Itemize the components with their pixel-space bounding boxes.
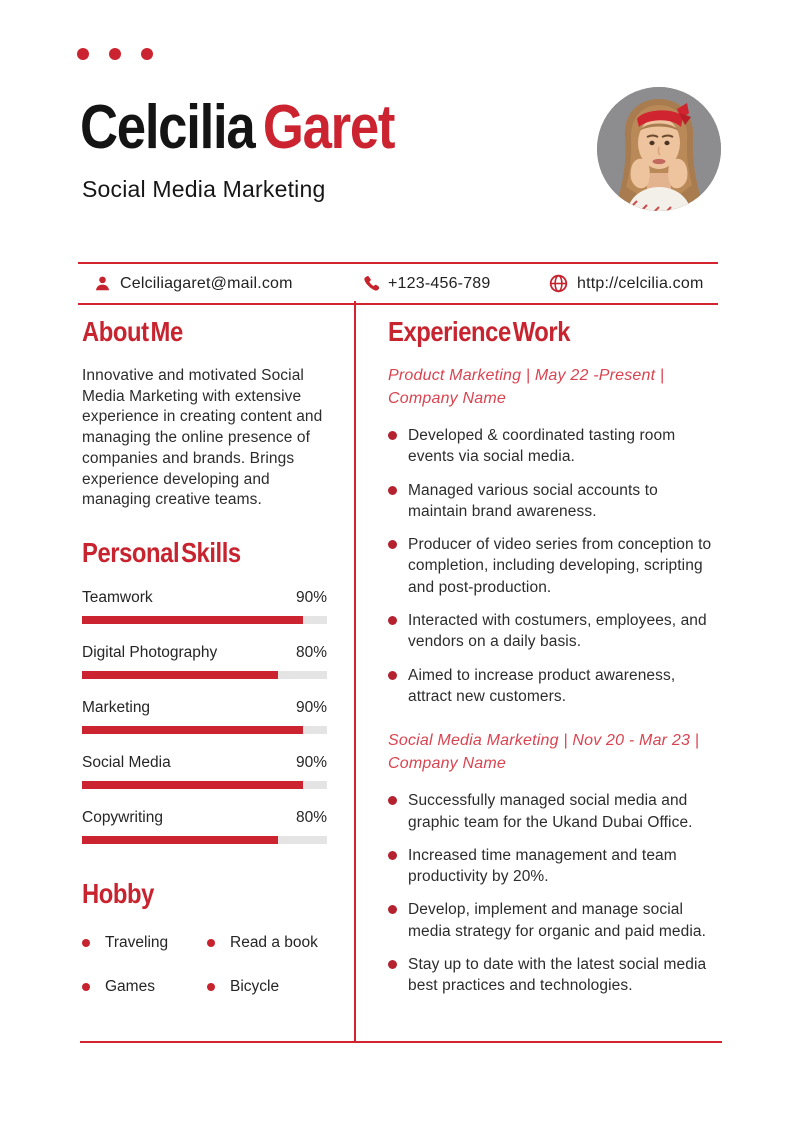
bullet-text: Producer of video series from conception to completion, including developing, scripting and post-production.	[408, 536, 712, 596]
skill-percent: 80%	[295, 643, 327, 661]
hobby-item	[207, 934, 327, 952]
column-divider	[354, 301, 356, 1042]
job-meta-2: Social Media Marketing | Nov 20 - Mar 23 | Company Name	[388, 732, 700, 773]
bullet-text: Successfully managed social media and graphic team for the Ukand Dubai Office.	[408, 792, 693, 831]
skill-percent: 90%	[295, 588, 327, 606]
skill-row	[82, 644, 327, 662]
bullet-text: Aimed to increase product awareness, attract new customers.	[408, 666, 676, 705]
skill-row	[82, 699, 327, 717]
website-value: http://celcilia.com	[577, 274, 704, 292]
skill-item	[82, 809, 327, 844]
skill-label: Teamwork	[82, 588, 153, 606]
skill-bar-fill	[82, 781, 303, 789]
decor-dot	[109, 48, 121, 60]
bullet-text: Developed & coordinated tasting room events via social media.	[408, 427, 676, 466]
job-bullets-1	[388, 425, 720, 707]
bullet-text: Stay up to date with the latest social media best practices and technologies.	[408, 956, 707, 995]
skills-list	[82, 589, 327, 844]
bullet-text: Managed various social accounts to maintain brand awareness.	[408, 481, 658, 520]
left-column	[82, 316, 327, 996]
skill-item	[82, 699, 327, 734]
skill-label: Digital Photography	[82, 643, 218, 661]
skill-row	[82, 754, 327, 772]
last-name: Garet	[262, 93, 395, 162]
bullet-text: Interacted with costumers, employees, and vendors on a daily basis.	[408, 612, 707, 651]
skill-label: Marketing	[82, 698, 151, 716]
skill-bar-fill	[82, 726, 303, 734]
hobby-item	[82, 978, 207, 996]
section-title-hobby: Hobby	[82, 877, 154, 909]
hobby-item	[207, 978, 327, 996]
skill-label: Copywriting	[82, 808, 163, 826]
skill-item	[82, 589, 327, 624]
right-column	[388, 316, 720, 1009]
avatar	[597, 87, 721, 211]
bottom-rule	[80, 1041, 722, 1043]
contact-email[interactable]	[94, 264, 293, 303]
skill-item	[82, 754, 327, 789]
decor-dot	[77, 48, 89, 60]
skill-percent: 90%	[295, 698, 327, 716]
phone-value: +123-456-789	[388, 274, 491, 292]
section-title-skills: Personal Skills	[82, 536, 241, 568]
skill-percent: 80%	[295, 808, 327, 826]
skill-row	[82, 589, 327, 607]
bullet-icon	[388, 540, 397, 549]
job-meta-1: Product Marketing | May 22 -Present | Company Name	[388, 367, 665, 407]
experience-bullet	[388, 790, 720, 833]
decor-dots	[77, 48, 153, 60]
bullet-icon	[388, 796, 397, 805]
hobby-label: Bicycle	[230, 977, 280, 995]
contact-bar	[78, 262, 718, 305]
job-title: Social Media Marketing	[82, 176, 326, 202]
contact-phone[interactable]	[362, 264, 491, 303]
hobby-label: Read a book	[230, 933, 318, 951]
skill-bar-track	[82, 836, 327, 844]
skill-bar-fill	[82, 671, 278, 679]
hobby-item	[82, 934, 207, 952]
experience-bullet	[388, 954, 720, 997]
skill-bar-fill	[82, 836, 278, 844]
contact-website[interactable]	[549, 264, 704, 303]
skill-row	[82, 809, 327, 827]
bullet-icon	[82, 939, 90, 947]
experience-bullet	[388, 845, 720, 888]
bullet-icon	[388, 431, 397, 440]
bullet-icon	[207, 939, 215, 947]
email-value: Celciliagaret@mail.com	[120, 274, 293, 292]
experience-bullet	[388, 665, 720, 708]
experience-bullet	[388, 610, 720, 653]
bullet-icon	[388, 905, 397, 914]
person-icon	[94, 275, 111, 292]
experience-bullet	[388, 480, 720, 523]
skill-bar-track	[82, 726, 327, 734]
decor-dot	[141, 48, 153, 60]
bullet-icon	[388, 616, 397, 625]
skill-item	[82, 644, 327, 679]
skill-bar-track	[82, 781, 327, 789]
skill-bar-track	[82, 616, 327, 624]
avatar-illustration	[597, 87, 721, 211]
bullet-icon	[388, 851, 397, 860]
skill-bar-track	[82, 671, 327, 679]
skill-label: Social Media	[82, 753, 171, 771]
experience-bullet	[388, 899, 720, 942]
hobby-list	[82, 934, 327, 996]
bullet-icon	[388, 960, 397, 969]
bullet-icon	[82, 983, 90, 991]
hobby-label: Games	[105, 977, 155, 995]
phone-icon	[362, 275, 379, 292]
experience-bullet	[388, 534, 720, 598]
bullet-text: Develop, implement and manage social media strategy for organic and paid media.	[408, 901, 707, 940]
section-title-about: About Me	[82, 316, 183, 347]
skill-percent: 90%	[295, 753, 327, 771]
first-name: Celcilia	[80, 93, 255, 162]
section-title-experience: Experience Work	[388, 316, 571, 347]
about-text: Innovative and motivated Social Media Marketing with extensive experience in creating content and managing the online presence of companies and brands. Brings experience developing and managing creative teams.	[82, 367, 323, 509]
bullet-icon	[388, 486, 397, 495]
globe-icon	[549, 274, 568, 293]
job-bullets-2	[388, 790, 720, 996]
skill-bar-fill	[82, 616, 303, 624]
bullet-icon	[388, 671, 397, 680]
experience-bullet	[388, 425, 720, 468]
bullet-icon	[207, 983, 215, 991]
page-title	[80, 92, 394, 163]
bullet-text: Increased time management and team productivity by 20%.	[408, 846, 677, 886]
hobby-label: Traveling	[105, 933, 169, 951]
